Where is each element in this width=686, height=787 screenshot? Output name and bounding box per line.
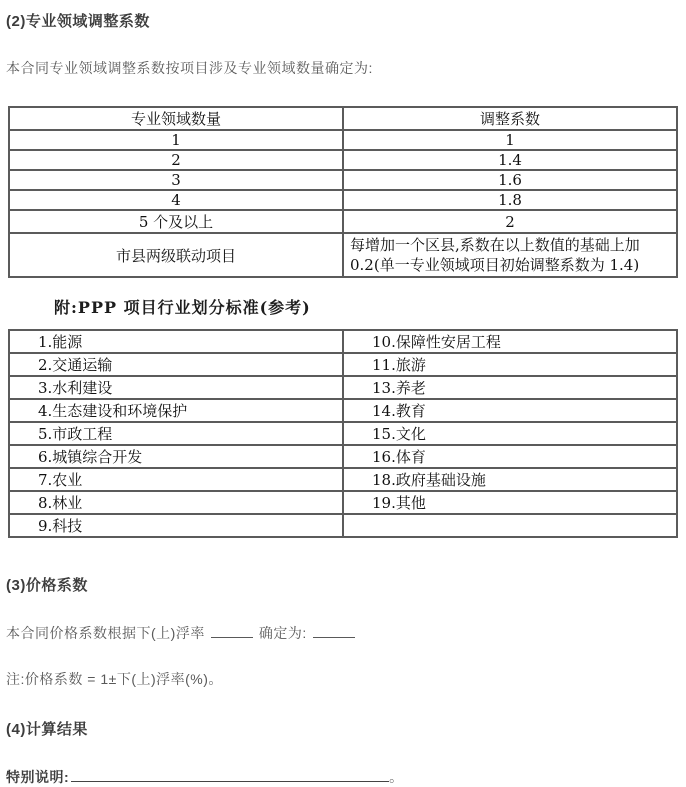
table-row (9, 170, 677, 190)
table-header-row (9, 107, 677, 130)
table-cell: 10.保障性安居工程 (343, 330, 677, 353)
table-cell: 18.政府基础设施 (343, 468, 677, 491)
table-cell: 9.科技 (9, 514, 343, 537)
table-cell: 16.体育 (343, 445, 677, 468)
table-cell: 1.4 (343, 150, 677, 170)
special-note-period: 。 (389, 769, 404, 785)
price-coefficient-sentence (6, 623, 678, 643)
sentence-middle: 确定为: (258, 625, 307, 641)
table-row (9, 130, 677, 150)
table-cell: 市县两级联动项目 (9, 233, 343, 277)
price-coefficient-note: 注:价格系数 = 1±下(上)浮率(%)。 (6, 671, 223, 687)
adjustment-coefficient-table (8, 106, 678, 278)
table-cell: 2 (343, 210, 677, 233)
table-cell: 2.交通运输 (9, 353, 343, 376)
column-header-coefficient: 调整系数 (343, 107, 677, 130)
sentence-prefix: 本合同价格系数根据下(上)浮率 (6, 625, 205, 641)
table-cell: 1.6 (343, 170, 677, 190)
appendix-heading: 附:PPP 项目行业划分标准(参考) (54, 298, 311, 317)
table-cell: 5.市政工程 (9, 422, 343, 445)
table-cell (343, 514, 677, 537)
table-cell: 5 个及以上 (9, 210, 343, 233)
table-row (9, 233, 677, 277)
table-row (9, 376, 677, 399)
table-row (9, 210, 677, 233)
table-cell: 1 (9, 130, 343, 150)
table-cell: 3 (9, 170, 343, 190)
table-cell: 15.文化 (343, 422, 677, 445)
table-cell: 6.城镇综合开发 (9, 445, 343, 468)
table-cell: 3.水利建设 (9, 376, 343, 399)
column-header-field-count: 专业领域数量 (9, 107, 343, 130)
table-row (9, 399, 677, 422)
table-cell: 7.农业 (9, 468, 343, 491)
table-cell: 19.其他 (343, 491, 677, 514)
determined-value-blank (313, 624, 355, 638)
table-row (9, 190, 677, 210)
table-row (9, 422, 677, 445)
table-row (9, 514, 677, 537)
ppp-industry-classification-table (8, 329, 678, 538)
table-cell: 2 (9, 150, 343, 170)
section-3-heading: (3)价格系数 (6, 577, 88, 594)
table-cell: 8.林业 (9, 491, 343, 514)
table-cell: 4.生态建设和环境保护 (9, 399, 343, 422)
table-cell: 1 (343, 130, 677, 150)
table-row (9, 468, 677, 491)
table-cell: 14.教育 (343, 399, 677, 422)
special-note-label: 特别说明: (6, 769, 70, 785)
table-cell: 11.旅游 (343, 353, 677, 376)
table-row (9, 491, 677, 514)
special-note-blank (71, 768, 389, 782)
table-cell: 4 (9, 190, 343, 210)
section-4-heading: (4)计算结果 (6, 721, 88, 738)
table-row (9, 353, 677, 376)
table-row (9, 445, 677, 468)
table-cell: 1.8 (343, 190, 677, 210)
table-row (9, 330, 677, 353)
special-note-line (6, 767, 678, 787)
table-cell: 1.能源 (9, 330, 343, 353)
table-cell: 13.养老 (343, 376, 677, 399)
section-2-intro-text: 本合同专业领域调整系数按项目涉及专业领域数量确定为: (6, 60, 373, 76)
section-2-heading: (2)专业领域调整系数 (6, 13, 150, 30)
table-cell: 每增加一个区县,系数在以上数值的基础上加 0.2(单一专业领域项目初始调整系数为 1.4) (343, 233, 677, 277)
table-row (9, 150, 677, 170)
float-rate-blank (211, 624, 253, 638)
